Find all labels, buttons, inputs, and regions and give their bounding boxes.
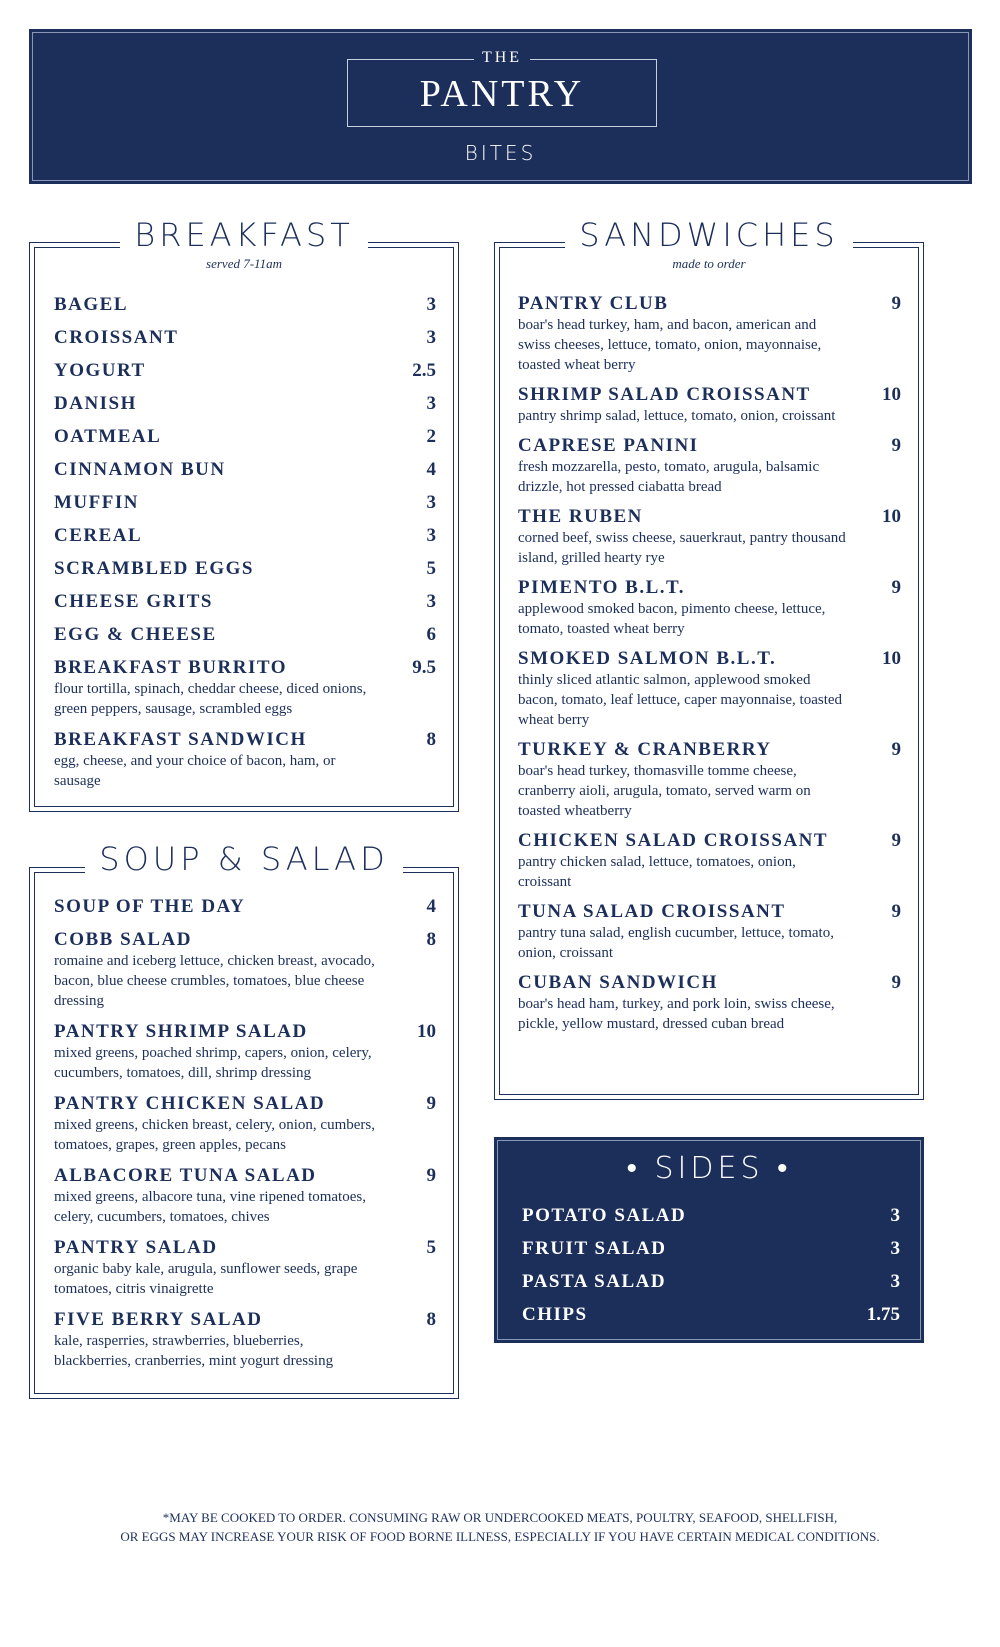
- menu-item: [518, 648, 901, 730]
- menu-item-price: 9: [891, 577, 901, 598]
- menu-item: [518, 506, 901, 568]
- menu-item-description: kale, rasperries, strawberries, blueberries, blackberries, cranberries, mint yogurt dressing: [54, 1333, 334, 1369]
- menu-item: [54, 327, 436, 349]
- breakfast-subtitle: served 7-11am: [206, 256, 282, 271]
- menu-item: [518, 577, 901, 639]
- menu-item-price: 10: [882, 648, 901, 669]
- menu-item: [518, 972, 901, 1034]
- menu-item-name: BAGEL: [54, 294, 129, 315]
- menu-item-price: 4: [426, 459, 436, 480]
- menu-item: [54, 591, 436, 613]
- menu-item-price: 6: [426, 624, 436, 645]
- logo-the: THE: [474, 49, 530, 66]
- menu-item-name: BREAKFAST SANDWICH: [54, 729, 307, 750]
- menu-item-price: 2: [426, 426, 436, 447]
- sides-section: [494, 1137, 924, 1343]
- menu-item-description: pantry tuna salad, english cucumber, lettuce, tomato, onion, croissant: [518, 925, 834, 961]
- menu-item-name: SOUP OF THE DAY: [54, 896, 246, 917]
- menu-item-name: POTATO SALAD: [522, 1205, 687, 1226]
- menu-item: [522, 1238, 900, 1260]
- menu-item: [518, 435, 901, 497]
- menu-item-name: EGG & CHEESE: [54, 624, 217, 645]
- menu-item-price: 10: [882, 506, 901, 527]
- menu-item: [522, 1304, 900, 1326]
- menu-item-name: PIMENTO B.L.T.: [518, 577, 686, 598]
- menu-item-price: 8: [426, 729, 436, 750]
- menu-item-description: organic baby kale, arugula, sunflower seeds, grape tomatoes, citris vinaigrette: [54, 1261, 358, 1297]
- menu-item-price: 3: [890, 1271, 900, 1292]
- breakfast-title: BREAKFAST: [29, 216, 459, 254]
- menu-item-name: CHIPS: [522, 1304, 588, 1325]
- menu-item-price: 9: [891, 901, 901, 922]
- menu-item-price: 3: [426, 492, 436, 513]
- disclaimer-line-1: *MAY BE COOKED TO ORDER. CONSUMING RAW OR UNDERCOOKED MEATS, POULTRY, SEAFOOD, SHELLFISH,: [162, 1510, 838, 1525]
- menu-item-name: CAPRESE PANINI: [518, 435, 699, 456]
- menu-item-price: 8: [426, 929, 436, 950]
- menu-item-name: CINNAMON BUN: [54, 459, 226, 480]
- logo: [347, 49, 657, 127]
- menu-item-name: PASTA SALAD: [522, 1271, 667, 1292]
- menu-item: [518, 901, 901, 963]
- menu-item: [518, 384, 901, 426]
- menu-item-description: corned beef, swiss cheese, sauerkraut, pantry thousand island, grilled hearty rye: [518, 530, 846, 566]
- menu-item: [54, 729, 436, 791]
- soup-salad-title: SOUP & SALAD: [29, 840, 459, 878]
- menu-item-description: boar's head turkey, ham, and bacon, american and swiss cheeses, lettuce, tomato, onion, mayonnaise, toasted wheat berry: [518, 317, 822, 373]
- menu-item-name: OATMEAL: [54, 426, 162, 447]
- menu-item: [54, 1237, 436, 1299]
- menu-item-description: egg, cheese, and your choice of bacon, ham, or sausage: [54, 753, 336, 789]
- menu-item-price: 9.5: [412, 657, 436, 678]
- menu-item-description: fresh mozzarella, pesto, tomato, arugula, balsamic drizzle, hot pressed ciabatta bread: [518, 459, 820, 495]
- menu-item-price: 9: [891, 972, 901, 993]
- menu-item-description: romaine and iceberg lettuce, chicken breast, avocado, bacon, blue cheese crumbles, tomatoes, blue cheese dressing: [54, 953, 375, 1009]
- menu-item-price: 9: [891, 293, 901, 314]
- menu-item-price: 4: [426, 896, 436, 917]
- menu-item-name: YOGURT: [54, 360, 146, 381]
- menu-item-price: 1.75: [866, 1304, 900, 1325]
- menu-header: [29, 29, 972, 184]
- menu-item-price: 3: [426, 525, 436, 546]
- menu-item-name: BREAKFAST BURRITO: [54, 657, 287, 678]
- menu-item-price: 9: [426, 1093, 436, 1114]
- menu-item: [54, 558, 436, 580]
- menu-item: [518, 739, 901, 821]
- soup-salad-list: [54, 896, 436, 1381]
- menu-item-name: FRUIT SALAD: [522, 1238, 667, 1259]
- menu-item: [54, 1021, 436, 1083]
- menu-item: [54, 624, 436, 646]
- disclaimer: [0, 1508, 1000, 1546]
- menu-item-name: SCRAMBLED EGGS: [54, 558, 254, 579]
- menu-item-price: 3: [890, 1238, 900, 1259]
- menu-item-name: FIVE BERRY SALAD: [54, 1309, 263, 1330]
- menu-item-name: ALBACORE TUNA SALAD: [54, 1165, 317, 1186]
- menu-item: [54, 1093, 436, 1155]
- menu-item-description: pantry chicken salad, lettuce, tomatoes, onion, croissant: [518, 854, 796, 890]
- menu-item: [518, 830, 901, 892]
- menu-item: [54, 360, 436, 382]
- menu-item-price: 3: [426, 294, 436, 315]
- sandwiches-subtitle: made to order: [672, 256, 746, 271]
- menu-item-price: 9: [426, 1165, 436, 1186]
- sides-list: [522, 1205, 900, 1337]
- menu-item: [54, 1309, 436, 1371]
- menu-item-name: CHEESE GRITS: [54, 591, 213, 612]
- menu-item-name: DANISH: [54, 393, 137, 414]
- menu-item-price: 3: [890, 1205, 900, 1226]
- sandwiches-list: [518, 293, 901, 1043]
- menu-item: [54, 1165, 436, 1227]
- menu-item-price: 3: [426, 393, 436, 414]
- menu-item-name: MUFFIN: [54, 492, 139, 513]
- menu-item-name: TURKEY & CRANBERRY: [518, 739, 772, 760]
- menu-item-name: CEREAL: [54, 525, 143, 546]
- menu-item-name: PANTRY SALAD: [54, 1237, 218, 1258]
- sides-title: • SIDES •: [626, 1151, 792, 1186]
- menu-item-price: 2.5: [412, 360, 436, 381]
- menu-item-price: 3: [426, 327, 436, 348]
- menu-item-price: 10: [417, 1021, 436, 1042]
- menu-item-name: PANTRY CLUB: [518, 293, 669, 314]
- menu-item: [54, 657, 436, 719]
- menu-item-price: 9: [891, 830, 901, 851]
- menu-item-description: applewood smoked bacon, pimento cheese, lettuce, tomato, toasted wheat berry: [518, 601, 826, 637]
- sandwiches-title: SANDWICHES: [494, 216, 924, 254]
- menu-item-name: PANTRY SHRIMP SALAD: [54, 1021, 308, 1042]
- menu-item: [54, 896, 436, 918]
- menu-item-price: 5: [426, 558, 436, 579]
- menu-item-description: boar's head ham, turkey, and pork loin, swiss cheese, pickle, yellow mustard, dressed cuban bread: [518, 996, 835, 1032]
- menu-item: [522, 1271, 900, 1293]
- menu-item: [54, 929, 436, 1011]
- menu-item: [54, 459, 436, 481]
- menu-item-description: flour tortilla, spinach, cheddar cheese, diced onions, green peppers, sausage, scrambled eggs: [54, 681, 367, 717]
- menu-item-name: CUBAN SANDWICH: [518, 972, 718, 993]
- menu-item-description: pantry shrimp salad, lettuce, tomato, onion, croissant: [518, 408, 836, 424]
- logo-pantry: PANTRY: [419, 73, 585, 115]
- menu-item-price: 5: [426, 1237, 436, 1258]
- logo-bites: BITES: [464, 141, 537, 165]
- menu-item: [522, 1205, 900, 1227]
- menu-item-description: thinly sliced atlantic salmon, applewood smoked bacon, tomato, leaf lettuce, caper mayonnaise, toasted wheat berry: [518, 672, 843, 728]
- menu-item-price: 9: [891, 435, 901, 456]
- menu-item-price: 9: [891, 739, 901, 760]
- menu-item: [54, 492, 436, 514]
- disclaimer-line-2: OR EGGS MAY INCREASE YOUR RISK OF FOOD BORNE ILLNESS, ESPECIALLY IF YOU HAVE CERTAIN MEDICAL CONDITIONS.: [120, 1529, 880, 1544]
- menu-item-name: TUNA SALAD CROISSANT: [518, 901, 786, 922]
- menu-item-description: mixed greens, albacore tuna, vine ripened tomatoes, celery, cucumbers, tomatoes, chives: [54, 1189, 366, 1225]
- menu-item-name: SHRIMP SALAD CROISSANT: [518, 384, 811, 405]
- menu-item-description: mixed greens, chicken breast, celery, onion, cumbers, tomatoes, grapes, green apples, pecans: [54, 1117, 375, 1153]
- menu-item-name: COBB SALAD: [54, 929, 192, 950]
- menu-item: [54, 525, 436, 547]
- menu-item-name: PANTRY CHICKEN SALAD: [54, 1093, 326, 1114]
- menu-item-name: SMOKED SALMON B.L.T.: [518, 648, 777, 669]
- menu-item-name: THE RUBEN: [518, 506, 643, 527]
- menu-item-name: CROISSANT: [54, 327, 179, 348]
- menu-item: [54, 393, 436, 415]
- menu-item-name: CHICKEN SALAD CROISSANT: [518, 830, 829, 851]
- menu-item-price: 3: [426, 591, 436, 612]
- breakfast-list: [54, 294, 436, 801]
- menu-item-description: mixed greens, poached shrimp, capers, onion, celery, cucumbers, tomatoes, dill, shrimp dressing: [54, 1045, 372, 1081]
- menu-item: [54, 426, 436, 448]
- menu-item-description: boar's head turkey, thomasville tomme cheese, cranberry aioli, arugula, tomato, served warm on toasted wheatberry: [518, 763, 811, 819]
- menu-item-price: 8: [426, 1309, 436, 1330]
- menu-item: [518, 293, 901, 375]
- menu-item: [54, 294, 436, 316]
- menu-item-price: 10: [882, 384, 901, 405]
